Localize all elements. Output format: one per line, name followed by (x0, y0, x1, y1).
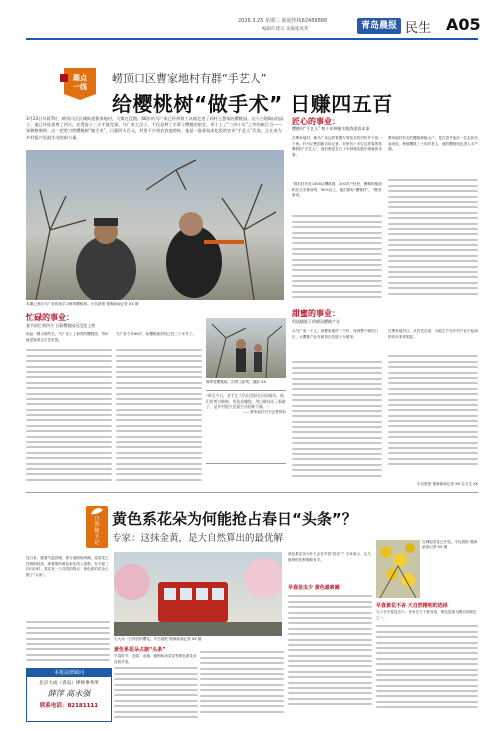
flower-column-3-text (200, 648, 284, 726)
sweet-column-1-text (292, 358, 382, 486)
tram-photo-caption: 石大冰一行拜贺的樱花。半岛晨报·观海新闻记者 XX 摄 (114, 637, 202, 641)
paper-logo: 青岛晨报 (357, 18, 401, 34)
main-photo-caption: 本期记者向马广来现场学习修剪樱桃树。半岛晨报·观海新闻记者 XX 摄 (26, 302, 139, 306)
tram-scene-icon (114, 552, 282, 636)
legal-ad-firm: 北京大成（青岛）律师事务所 (39, 681, 99, 686)
hotspot-badge (60, 66, 100, 102)
section-craft-title: 匠心的事业： (292, 117, 340, 126)
flower-subhead-c: 早春黄花不吝 大自然精明的选择 (376, 603, 448, 609)
masthead-editors: 编辑许建宗 美编张凤英 (262, 27, 309, 32)
quote-text: “时至今日，老手艺人仍旧活跃在田间地头。他们用剪刀修树，用技术赚钱，用口碑闯出了新路子，是乡村振兴里最生动的新力量。” (206, 393, 286, 410)
craft-column-1-text (292, 212, 382, 302)
section-craft-subtitle: 樱桃村“手艺人” 数十年种植实践练就真本事 (292, 126, 370, 131)
nature-badge (86, 506, 108, 548)
flower-paragraph-4: 为了在早春昆虫少、竞争压力下被发现，黄色是最为醒目的颜色之一。 (376, 610, 477, 620)
yellow-flower-icon (376, 540, 420, 598)
flower-subhead-b: 早春昆虫少 黄色最吸睛 (288, 585, 340, 591)
badge-label-2: 一线 (73, 83, 87, 91)
legal-ad-title: 本报法律顾问 (27, 669, 111, 677)
badge-label-1: 踢点 (73, 74, 87, 82)
legal-ad-phone-label: 联系电话： (39, 703, 68, 709)
headline-title: 给樱桃树“做手术” 日赚四五百 (112, 92, 393, 116)
flower-column-4-text (288, 592, 372, 726)
lede-paragraph: 3月23日早晨7时，崂顶口区长城街道曹家地村，大雾还没散，68岁的马广来已经带着工具箱走进了同村王慧家的樱桃园。这个占地8亩的园子，他已经连着剪了四天，还得再干三天才能完事。马广来大汉子，不仅是种了半辈子樱桃的果农，更干上了“三四十年”之外的新行当——果树修剪师。这一把剪刀给樱桃树“做手术”，日薪四五百元，村里不少果农找他剪枝。他是一批靠技术吃饭的农业“手艺人”代表，正在成为乡村振兴里最生动的新力量。 (26, 116, 284, 140)
main-photo (26, 150, 284, 300)
flower-paragraph-2: 早春时节，迎春、连翘、蜡梅和油菜花等黄色系花朵竞相开放。 (114, 654, 197, 664)
leaf-icon (86, 506, 108, 516)
flower-column-1-text (26, 618, 110, 666)
masthead-date: 2026.3.25 星期三 新闻热线82488888 (238, 18, 328, 24)
pruning-scene-icon (206, 318, 286, 378)
flower-paragraph-1: 连日来，随着气温回暖，部分道路的两侧，迎春花已经悄悄绽放，即将明的黄色率先闯入视野。在平板三四月份时，其实有一个共同的特点：黄色系的花朵占据了“头条”。 (26, 556, 109, 577)
legal-ad-box (26, 668, 112, 722)
craft-paragraph-3: 曹家地村有名的樱桃种植大户，是在春节前后一位农民站起来说，种植樱桃三十年的老人，他的樱桃园也进入丰产期。 (388, 136, 478, 152)
headline-kicker: 崂顶口区曹家地村有群“手艺人” (112, 72, 267, 85)
craft-column-2-text (388, 176, 478, 302)
masthead (0, 0, 500, 48)
page-number: A05 (446, 15, 481, 34)
article-byline: 半岛晨报·观海新闻记者 XX 实习生 XX (416, 482, 478, 486)
craft-paragraph-2: “我们村有近1300亩樱桃园，200多户村民，樱桃种植面积在全市排前列，90%以上，他们都有“樱桃村”。”曹国新说。 (292, 182, 382, 198)
sweet-column-2-text (388, 352, 478, 480)
yellow-flower-caption: 岛城迎春花已开放。半岛晨报·观海新闻记者 XX 摄 (422, 540, 478, 549)
busy-column-1-text (26, 346, 112, 486)
flower-headline: 黄色系花朵为何能抢占春日“头条”？ (112, 510, 357, 528)
quote-box (206, 390, 286, 464)
section-sweet-title: 甜蜜的事业： (292, 309, 340, 318)
yellow-flower-photo (376, 540, 420, 598)
flower-column-2-text (114, 664, 198, 726)
sweet-paragraph-2: 在曹家地村口，从村党总部，当地生产在乡村产业中起到的作用非常明显。 (388, 329, 478, 339)
secondary-photo-caption: 修剪老樱桃树。田剪上新剪。摄影 XX (206, 380, 266, 384)
busy-column-2-text (116, 346, 202, 486)
section-busy-title: 忙碌的事业： (26, 313, 74, 322)
busy-paragraph-1: 说起一棵小树的长，马广来上了那剪的樱桃园，每年就是靠着这手艺吃饭。 (26, 332, 109, 342)
flower-subheadline: 专家：这抹金黄，是大自然算出的最优解 (112, 533, 284, 544)
sweet-paragraph-1: 从马广来一个人，到曹家地村一个村，再到整个崂顶口区，大樱桃产业在崂顶区发展十分繁荣。 (292, 329, 379, 339)
section-busy-subtitle: 春节前忙到四月 日薪樱桃园迟没挂上剪 (26, 323, 96, 328)
craft-paragraph-1: 在曹家地村，像马广来这样掌握专剪技术的村民并不是一个两。村书记曹国新告诉记者，村里有十多位这样靠剪枝赚钱的“手艺人”，他们都是在几十年种植实践中练就的本事。 (292, 136, 382, 157)
tram-photo (114, 552, 282, 636)
flower-subhead-a: 黄色系花朵占据“头条” (114, 647, 166, 653)
quote-source: ——曹家地村村书记曹国新 (242, 409, 286, 414)
section-divider (26, 492, 478, 493)
flower-column-5-text (376, 622, 478, 726)
legal-ad-phone-number: 82181111 (67, 703, 99, 709)
orchard-scene-icon (26, 150, 284, 300)
legal-ad-lawyers: 薛萍 高永强 (47, 689, 91, 698)
busy-paragraph-2: 马广来今年68岁，给樱桃树剪枝已经三十多年了。 (116, 332, 197, 336)
secondary-photo (206, 318, 286, 378)
section-sweet-subtitle: 科技赋能下的崂顶樱桃产业 (292, 319, 340, 324)
section-name: 民生 (405, 21, 432, 36)
nature-badge-label: 自然随手记 (94, 516, 100, 546)
flower-paragraph-3: 黄色系花朵为什么会在早春“抢先”？专家表示，这与植物的传粉策略有关。 (288, 552, 371, 562)
masthead-rule (26, 38, 478, 40)
legal-ad-phone (27, 701, 111, 709)
